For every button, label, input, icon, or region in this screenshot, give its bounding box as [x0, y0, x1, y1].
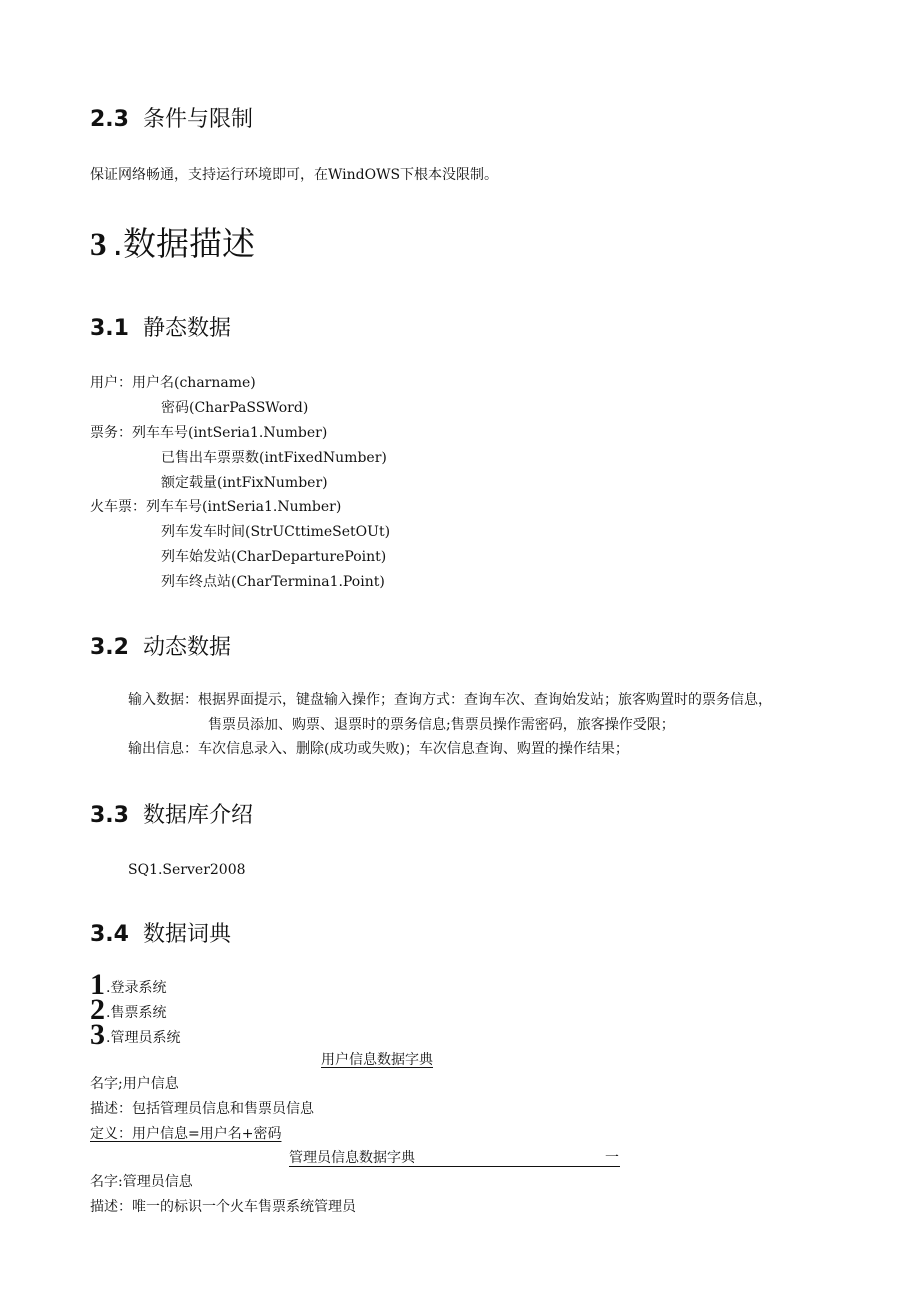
dict-title-underline	[289, 1166, 620, 1167]
list-item-number: 2	[90, 993, 105, 1026]
list-item-label: .售票系统	[106, 1005, 167, 1021]
static-data-line: 火车票：列车车号(intSeria1.Number)	[90, 499, 342, 515]
static-data-line: 列车始发站(CharDeparturePoint)	[161, 549, 387, 565]
section-title: 数据词典	[142, 922, 231, 947]
static-data-line: 密码(CharPaSSWord)	[161, 400, 309, 416]
chapter-heading-3	[90, 218, 255, 265]
static-data-line: 列车发车时间(StrUCttimeSetOUt)	[161, 524, 391, 540]
list-item-number: 1	[90, 968, 105, 1001]
list-item-label: .登录系统	[106, 980, 167, 996]
list-item-number: 3	[90, 1018, 105, 1051]
static-data-line: 额定载量(intFixNumber)	[161, 475, 328, 491]
section-heading-3-1	[90, 311, 231, 342]
section-number: 2.3	[90, 107, 129, 132]
section-number: 3.3	[90, 803, 129, 828]
dynamic-data-line: 输出信息：车次信息录入、删除(成功或失败)；车次信息查询、购置的操作结果；	[128, 741, 629, 757]
chapter-title: .数据描述	[112, 224, 255, 263]
section-title: 条件与限制	[142, 107, 253, 132]
database-text: SQ1.Server2008	[128, 862, 246, 878]
dict-description: 描述：唯一的标识一个火车售票系统管理员	[90, 1199, 356, 1215]
section-heading-3-3	[90, 798, 253, 829]
list-item-label: .管理员系统	[106, 1030, 181, 1046]
dict-definition: 定义：用户信息=用户名+密码	[90, 1126, 282, 1142]
static-data-line: 已售出车票票数(intFixedNumber)	[161, 450, 387, 466]
section-heading-3-4	[90, 917, 231, 948]
section-heading-3-2	[90, 630, 231, 661]
dynamic-data-line: 售票员添加、购票、退票时的票务信息;售票员操作需密码，旅客操作受限；	[208, 717, 675, 733]
static-data-line: 票务：列车车号(intSeria1.Number)	[90, 425, 328, 441]
section-number: 3.4	[90, 922, 129, 947]
dict-title-user: 用户信息数据字典	[321, 1052, 433, 1068]
dict-name: 名字:管理员信息	[90, 1174, 193, 1190]
dict-title-dash: 一	[605, 1150, 619, 1166]
dict-name: 名字;用户信息	[90, 1076, 179, 1092]
dict-title-admin: 管理员信息数据字典	[289, 1150, 415, 1166]
section-title: 静态数据	[142, 316, 231, 341]
dynamic-data-line: 输入数据：根据界面提示，键盘输入操作；查询方式：查询车次、查询始发站；旅客购置时的票务信息，	[128, 692, 772, 708]
static-data-line: 用户：用户名(charname)	[90, 375, 256, 391]
list-item	[90, 1018, 181, 1051]
section-title: 动态数据	[142, 635, 231, 660]
static-data-line: 列车终点站(CharTermina1.Point)	[161, 574, 385, 590]
dict-description: 描述：包括管理员信息和售票员信息	[90, 1101, 314, 1117]
chapter-number: 3	[90, 227, 107, 263]
section-title: 数据库介绍	[142, 803, 253, 828]
paragraph-conditions: 保证网络畅通，支持运行环境即可，在WindOWS下根本没限制。	[90, 167, 499, 183]
section-heading-2-3	[90, 102, 253, 133]
section-number: 3.2	[90, 635, 129, 660]
section-number: 3.1	[90, 316, 129, 341]
